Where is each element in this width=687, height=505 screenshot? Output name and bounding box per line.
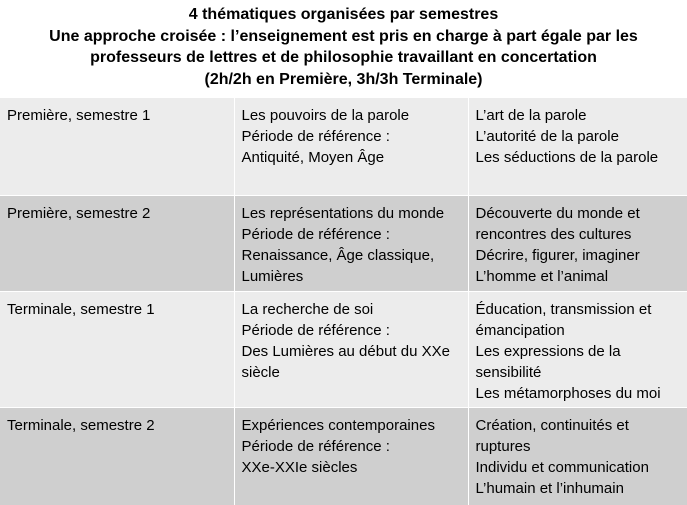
table-row — [0, 291, 687, 407]
period-cell — [0, 291, 234, 407]
theme-title: Expériences contemporaines — [241, 416, 435, 434]
topic-item: Les expressions de la sensibilité — [475, 342, 621, 381]
header-title: 4 thématiques organisées par semestres — [188, 6, 499, 23]
reference-period-label: Période de référence : — [241, 437, 390, 455]
topic-item: L’homme et l’animal — [475, 267, 609, 285]
period-label: Première, semestre 1 — [7, 107, 151, 124]
theme-title: La recherche de soi — [241, 300, 374, 318]
themes-table — [0, 98, 687, 505]
header-subtitle-line-3: (2h/2h en Première, 3h/3h Terminale) — [204, 70, 483, 88]
reference-period-value: Renaissance, Âge classique, Lumières — [241, 246, 435, 285]
reference-period-label: Période de référence : — [241, 128, 390, 145]
table-row — [0, 195, 687, 291]
reference-period-value: Des Lumières au début du XXe siècle — [241, 342, 450, 381]
reference-period-label: Période de référence : — [241, 321, 390, 339]
theme-cell — [234, 291, 468, 407]
topic-item: L’autorité de la parole — [475, 128, 619, 145]
theme-cell — [234, 98, 468, 195]
topic-item: Les métamorphoses du moi — [475, 384, 661, 402]
topic-item: Décrire, figurer, imaginer — [475, 246, 640, 264]
theme-cell — [234, 407, 468, 505]
reference-period-label: Période de référence : — [241, 225, 390, 243]
topic-item: Individu et communication — [475, 458, 649, 476]
topics-cell — [468, 195, 687, 291]
period-label: Terminale, semestre 1 — [7, 300, 155, 318]
table-row — [0, 407, 687, 505]
theme-title: Les pouvoirs de la parole — [241, 107, 410, 124]
topic-item: Découverte du monde et rencontres des cultures — [475, 204, 640, 243]
topic-item: Les séductions de la parole — [475, 149, 659, 166]
theme-cell — [234, 195, 468, 291]
header-subtitle-line-1: Une approche croisée : l’enseignement est pris en charge à part égale par les — [49, 27, 638, 45]
period-cell — [0, 407, 234, 505]
topics-cell — [468, 407, 687, 505]
slide-header — [0, 4, 687, 100]
header-subtitle-line-2: professeurs de lettres et de philosophie travaillant en concertation — [90, 49, 597, 66]
table-row — [0, 98, 687, 195]
topics-cell — [468, 291, 687, 407]
topic-item: Création, continuités et ruptures — [475, 416, 629, 455]
topic-item: Éducation, transmission et émancipation — [475, 300, 652, 339]
theme-title: Les représentations du monde — [241, 204, 445, 222]
reference-period-value: Antiquité, Moyen Âge — [241, 149, 385, 166]
period-label: Première, semestre 2 — [7, 204, 151, 222]
reference-period-value: XXe-XXIe siècles — [241, 458, 358, 476]
period-cell — [0, 98, 234, 195]
period-label: Terminale, semestre 2 — [7, 416, 155, 434]
topic-item: L’art de la parole — [475, 107, 587, 124]
period-cell — [0, 195, 234, 291]
topic-item: L’humain et l’inhumain — [475, 479, 624, 497]
topics-cell — [468, 98, 687, 195]
